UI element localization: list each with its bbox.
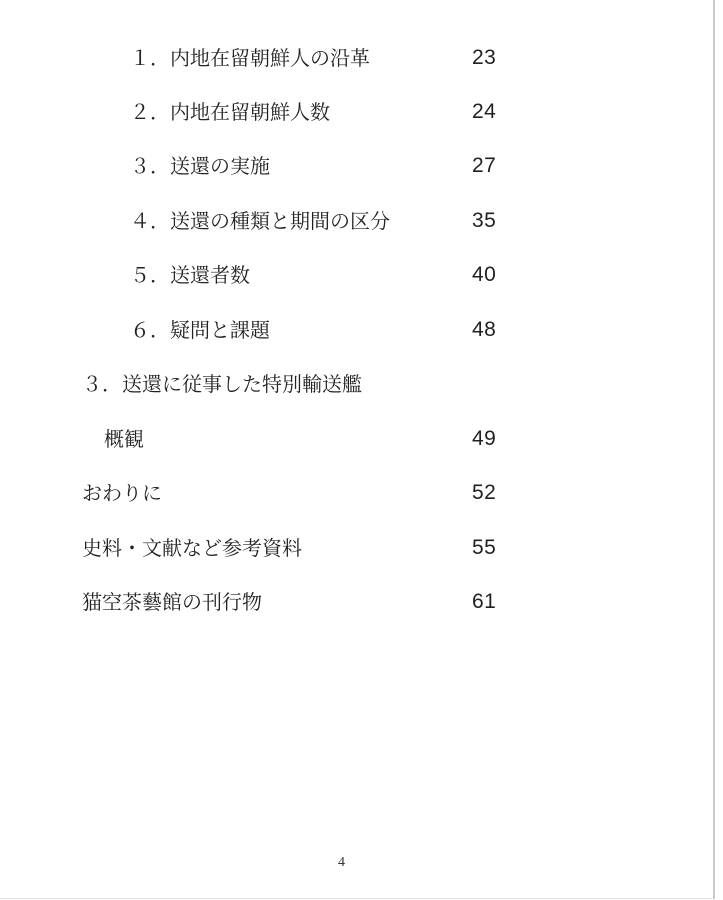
toc-entry-page: 52 (472, 481, 497, 504)
toc-entry-page: 55 (472, 536, 497, 559)
toc-entry-title: 猫空茶藝館の刊行物 (82, 590, 262, 614)
toc-entry-title: ６．疑問と課題 (130, 318, 270, 342)
toc-entry-title: ２．内地在留朝鮮人数 (130, 100, 330, 124)
toc-entry-page: 24 (472, 100, 497, 123)
toc-entry-page: 48 (472, 318, 497, 341)
toc-entry-title: おわりに (82, 481, 162, 505)
toc-entry-page: 23 (472, 46, 497, 69)
toc-entry-title: 概観 (104, 427, 144, 451)
toc-entry-title: ４．送還の種類と期間の区分 (130, 209, 390, 233)
page-number: 4 (338, 855, 345, 870)
toc-entry-title: １．内地在留朝鮮人の沿革 (130, 46, 370, 70)
toc-entry-title: ５．送還者数 (130, 263, 250, 287)
toc-entry-title: ３．送還の実施 (130, 154, 270, 178)
toc-entry-title: 史料・文献など参考資料 (82, 536, 302, 560)
toc-entry-page: 40 (472, 263, 497, 286)
toc-entry-page: 61 (472, 590, 497, 613)
toc-entry-page: 49 (472, 427, 497, 450)
toc-entry-page: 35 (472, 209, 497, 232)
toc-entry-page: 27 (472, 154, 497, 177)
toc-entry-title: ３．送還に従事した特別輸送艦 (82, 372, 362, 396)
